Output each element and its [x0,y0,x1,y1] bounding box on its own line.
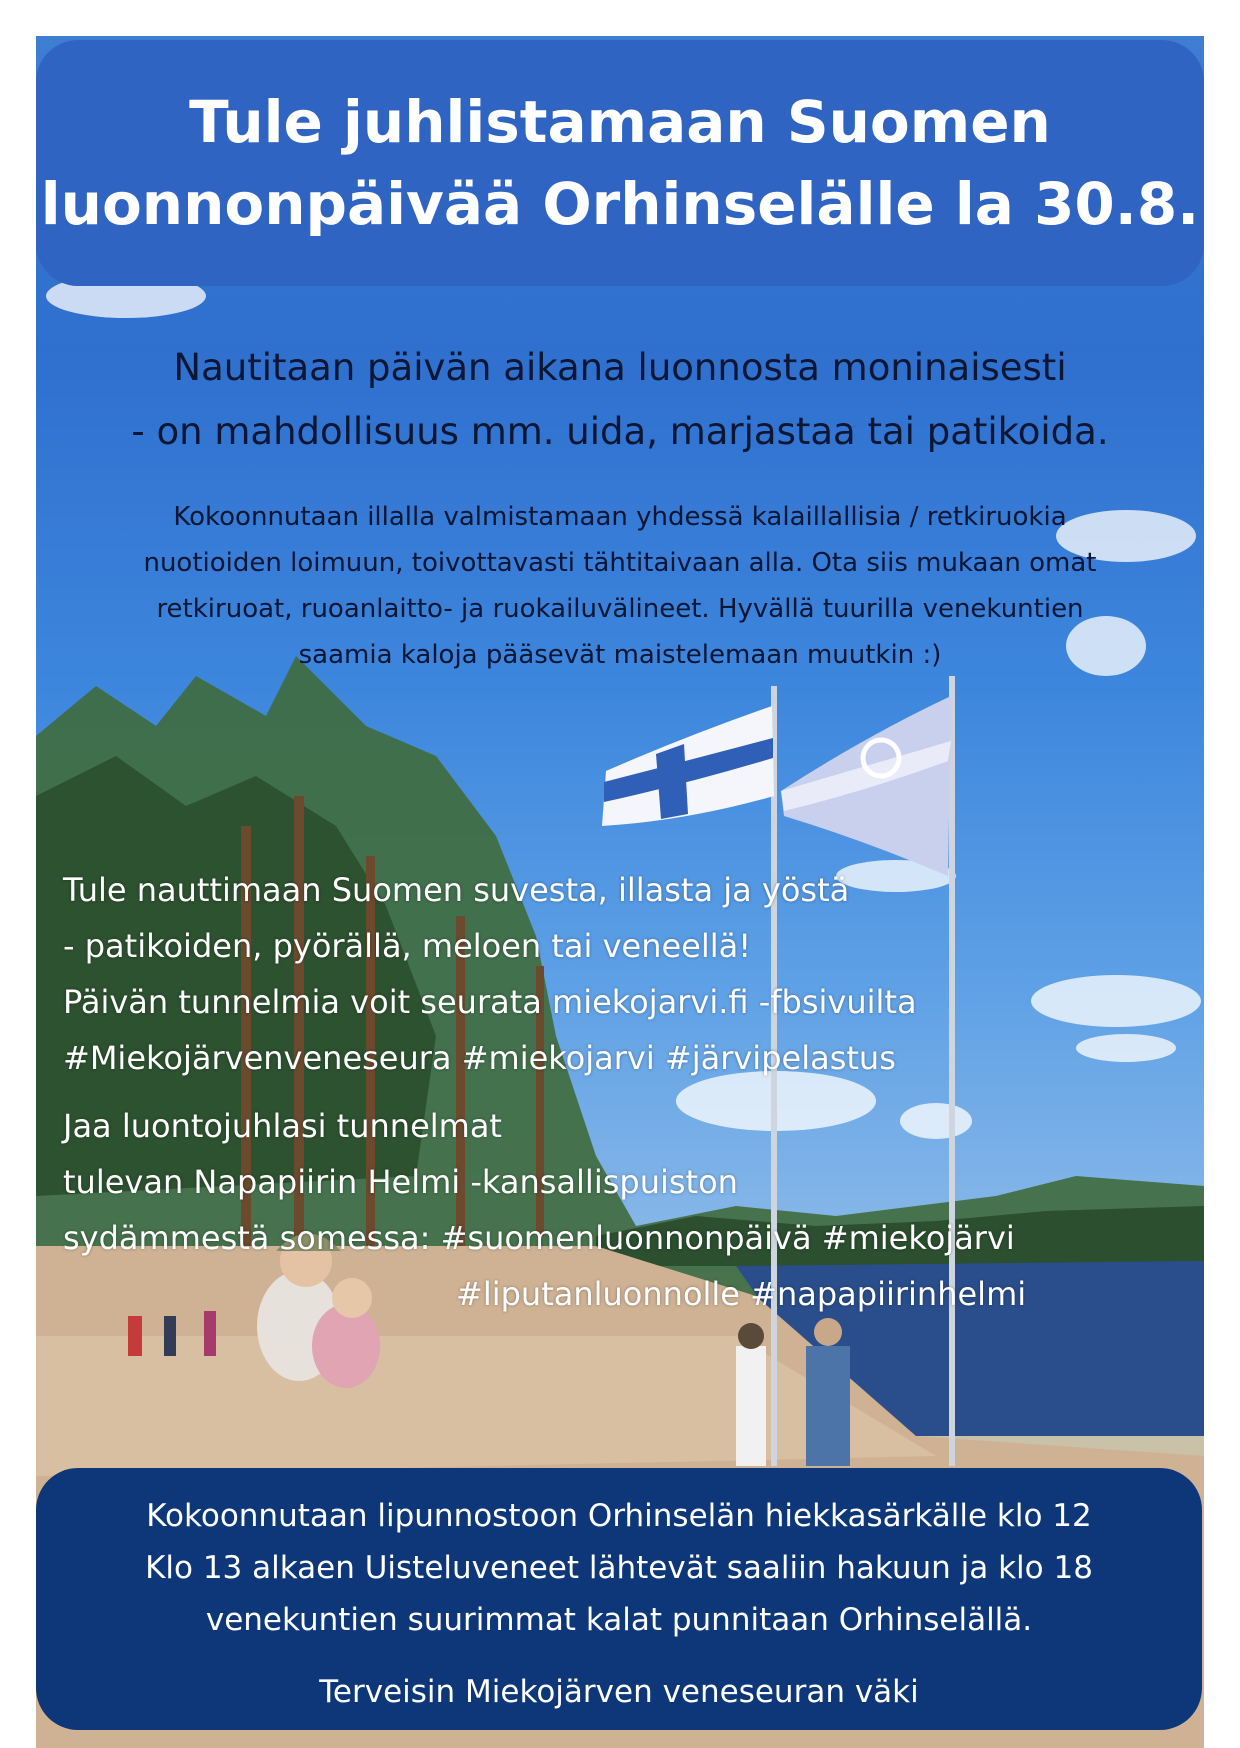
title-line-2: luonnonpäivää Orhinselälle la 30.8. [40,170,1200,238]
schedule-lines [36,1490,1202,1646]
body-line: retkiruoat, ruoanlaitto- ja ruokailuvälineet. Hyvällä tuurilla venekuntien [156,594,1084,624]
title-banner [36,40,1204,286]
share-line-4: #liputanluonnolle #napapiirinhelmi [456,1275,1027,1313]
title-line-1: Tule juhlistamaan Suomen [189,88,1051,156]
schedule-box [36,1468,1202,1730]
subtitle-line-2: - on mahdollisuus mm. uida, marjastaa tai patikoida. [131,410,1109,453]
body-paragraph [36,494,1204,678]
body-line: Kokoonnutaan illalla valmistamaan yhdessä kalaillallisia / retkiruokia [173,502,1067,532]
finnish-flag [602,706,774,826]
invitation-line-1: Tule nauttimaan Suomen suvesta, illasta ja yöstä [63,871,850,909]
hashtag-line: #Miekojärvenveneseura #miekojarvi #järvipelastus [63,1039,896,1077]
schedule-line: Kokoonnutaan lipunnostoon Orhinselän hiekkasärkälle klo 12 [146,1498,1092,1534]
invitation-text [63,862,1163,1322]
poster [36,36,1204,1748]
share-line-2: tulevan Napapiirin Helmi -kansallispuiston [63,1163,738,1201]
invitation-line-2: - patikoiden, pyörällä, meloen tai veneellä! [63,927,752,965]
signature: Terveisin Miekojärven veneseuran väki [319,1674,919,1710]
club-flag [781,696,951,876]
body-line: saamia kaloja pääsevät maistelemaan muutkin :) [298,640,942,670]
follow-line: Päivän tunnelmia voit seurata miekojarvi.fi -fbsivuilta [63,983,917,1021]
share-line-3: sydämmestä somessa: #suomenluonnonpäivä #miekojärvi [63,1219,1015,1257]
body-line: nuotioiden loimuun, toivottavasti tähtitaivaan alla. Ota siis mukaan omat [143,548,1097,578]
share-line-1: Jaa luontojuhlasi tunnelmat [63,1107,502,1145]
schedule-line: Klo 13 alkaen Uisteluveneet lähtevät saaliin hakuun ja klo 18 [145,1550,1093,1586]
subtitle-line-1: Nautitaan päivän aikana luonnosta moninaisesti [173,346,1067,389]
spacer [63,1086,1163,1098]
schedule-line: venekuntien suurimmat kalat punnitaan Orhinselällä. [205,1602,1033,1638]
subtitle [36,336,1204,464]
